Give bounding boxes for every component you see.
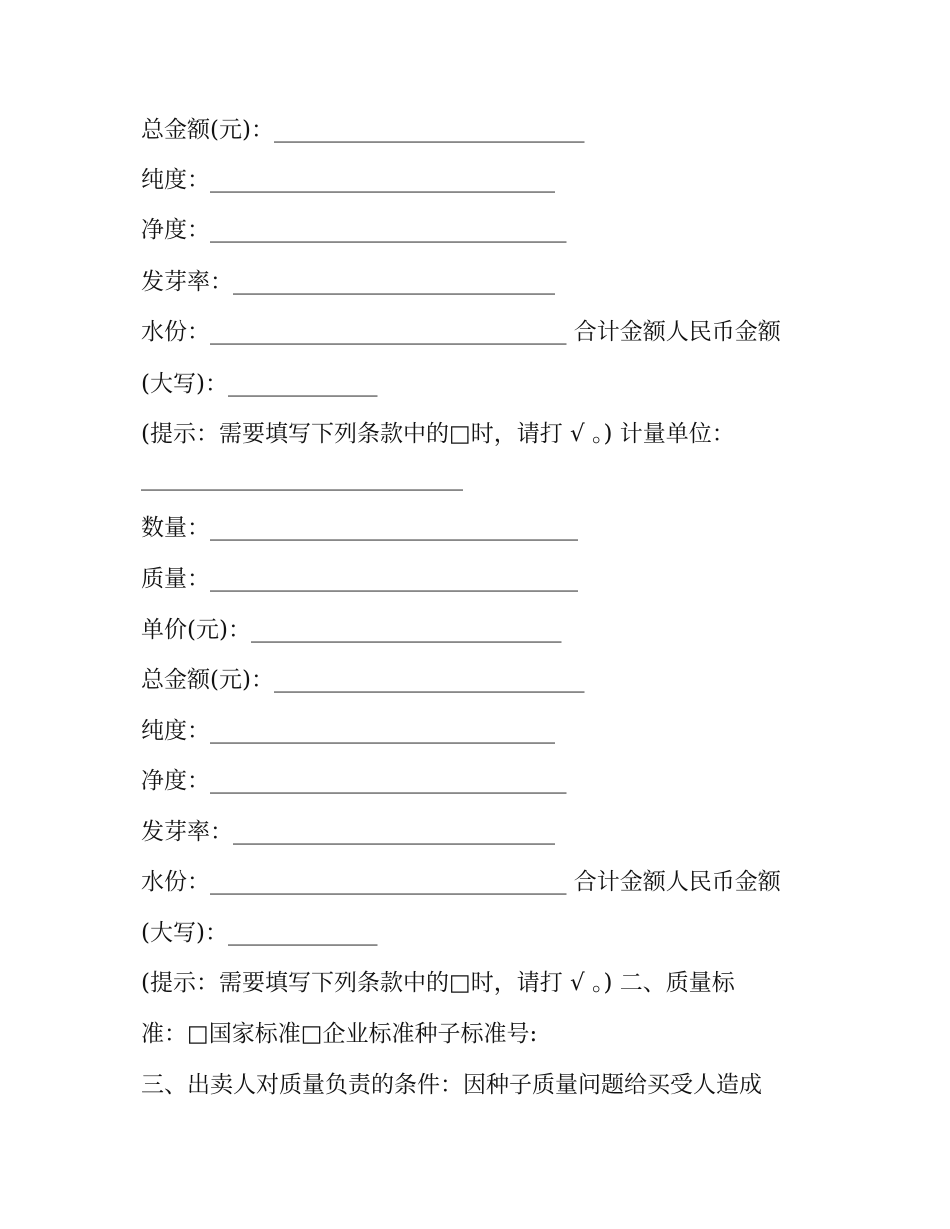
text-line: 净度：_______________________________ <box>141 768 567 794</box>
text-line: 水份：_______________________________ 合计金额人民币金额 <box>141 869 781 895</box>
text-line: 准：□国家标准□企业标准种子标准号: <box>141 1021 538 1047</box>
text-line: 净度：_______________________________ <box>141 217 567 243</box>
text-line: 水份：_______________________________ 合计金额人民币金额 <box>141 319 781 345</box>
text-line: 纯度：______________________________ <box>141 167 555 193</box>
text-line: 发芽率：____________________________ <box>141 269 555 295</box>
text-line: ____________________________ <box>141 465 463 491</box>
text-line: (大写)：_____________ <box>141 920 378 946</box>
text-line: (大写)：_____________ <box>141 371 378 397</box>
text-line: 单价(元)：___________________________ <box>141 617 562 643</box>
text-line: 发芽率：____________________________ <box>141 819 555 845</box>
text-line: 纯度：______________________________ <box>141 718 555 744</box>
text-line: 数量：________________________________ <box>141 515 578 541</box>
text-line: 总金额(元)：___________________________ <box>141 667 585 693</box>
text-line: (提示：需要填写下列条款中的□时，请打 √ 。) 二、质量标 <box>141 970 735 996</box>
text-line: 三、出卖人对质量负责的条件：因种子质量问题给买受人造成 <box>141 1072 762 1098</box>
text-line: 总金额(元)：___________________________ <box>141 117 585 143</box>
text-line: 质量：________________________________ <box>141 566 578 592</box>
text-line: (提示：需要填写下列条款中的□时，请打 √ 。) 计量单位： <box>141 421 735 447</box>
